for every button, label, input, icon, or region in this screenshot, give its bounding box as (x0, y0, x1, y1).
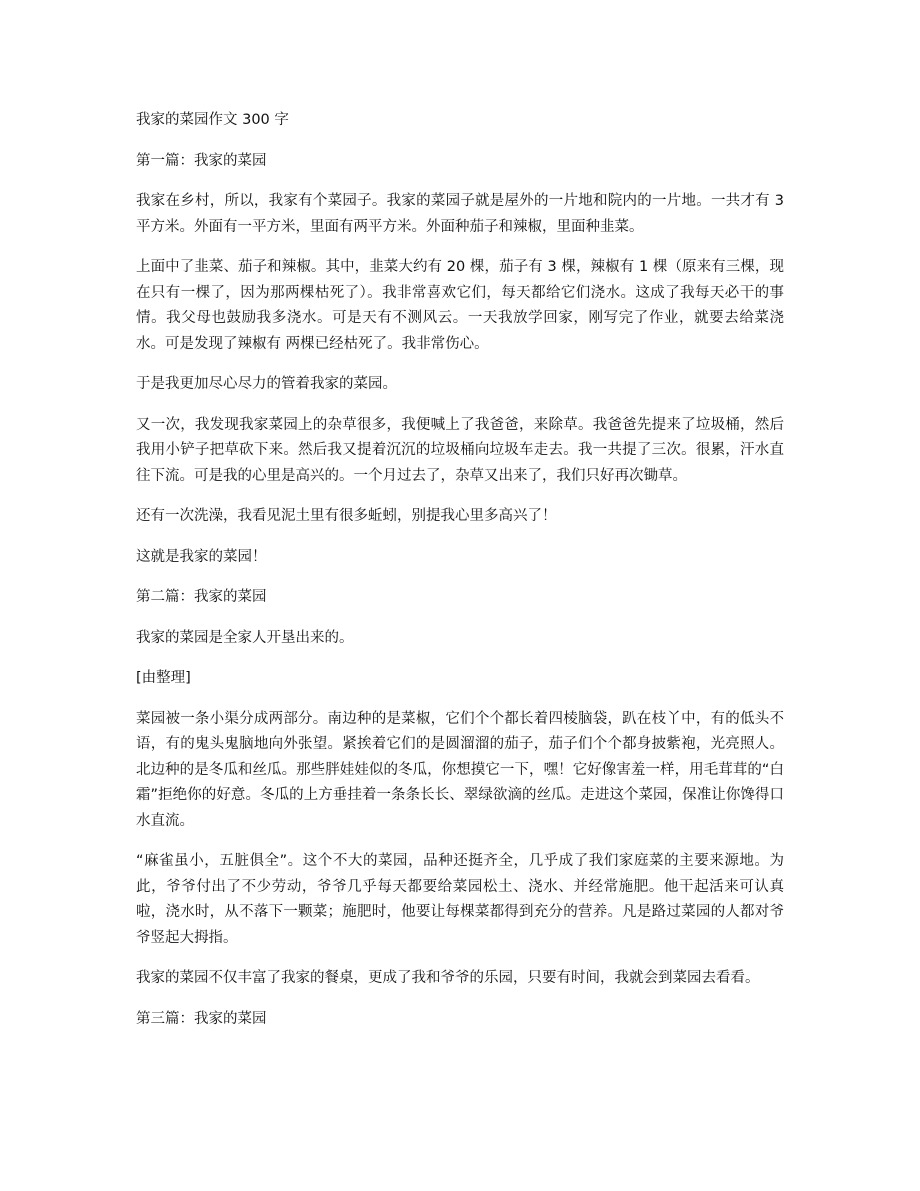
section-1-paragraph: 又一次，我发现我家菜园上的杂草很多，我便喊上了我爸爸，来除草。我爸爸先提来了垃圾桶，然后我用小铲子把草砍下来。然后我又提着沉沉的垃圾桶向垃圾车走去。我一共提了三次。很累，汗水直往下流。可是我的心里是高兴的。一个月过去了，杂草又出来了，我们只好再次锄草。 (136, 416, 784, 484)
section-2-paragraph: 我家的菜园是全家人开垦出来的。 (136, 629, 354, 646)
section-1-heading: 第一篇：我家的菜园 (136, 152, 267, 169)
section-2-paragraph: 菜园被一条小渠分成两部分。南边种的是菜椒，它们个个都长着四棱脑袋，趴在枝丫中，有的低头不语，有的鬼头鬼脑地向外张望。紧挨着它们的是圆溜溜的茄子，茄子们个个都身披紫袍，光亮照人。北边种的是冬瓜和丝瓜。那些胖娃娃似的冬瓜，你想摸它一下，嘿！它好像害羞一样，用毛茸茸的“白霜”拒绝你的好意。冬瓜的上方垂挂着一条条长长、翠绿欲滴的丝瓜。走进这个菜园，保准让你馋得口水直流。 (136, 710, 784, 829)
document-title: 我家的菜园作文 300 字 (136, 112, 289, 128)
section-1-paragraph: 我家在乡村，所以，我家有个菜园子。我家的菜园子就是屋外的一片地和院内的一片地。一共才有 3 平方米。外面有一平方米，里面有两平方米。外面种茄子和辣椒，里面种韭菜。 (136, 193, 784, 235)
section-1-paragraph: 于是我更加尽心尽力的管着我家的菜园。 (136, 376, 397, 392)
section-1-paragraph: 还有一次洗澡，我看见泥土里有很多蚯蚓，别提我心里多高兴了！ (136, 508, 557, 524)
section-2-paragraph: “麻雀虽小，五脏俱全”。这个不大的菜园，品种还挺齐全，几乎成了我们家庭菜的主要来源地。为此，爷爷付出了不少劳动，爷爷几乎每天都要给菜园松土、浇水、并经常施肥。他干起活来可认真啦，浇水时，从不落下一颗菜；施肥时，他要让每棵菜都得到充分的营养。凡是路过菜园的人都对爷爷竖起大拇指。 (136, 853, 784, 946)
section-3-heading: 第三篇：我家的菜园 (136, 1010, 267, 1027)
section-1-paragraph: 上面中了韭菜、茄子和辣椒。其中，韭菜大约有 20 棵，茄子有 3 棵，辣椒有 1 棵（原来有三棵，现在只有一棵了，因为那两棵枯死了）。我非常喜欢它们，每天都给它们浇水。这成了我每天必干的事情。我父母也鼓励我多浇水。可是天有不测风云。一天我放学回家，刚写完了作业，就要去给菜浇水。可是发现了辣椒有 两棵已经枯死了。我非常伤心。 (136, 259, 784, 352)
source-note: [由整理] (136, 670, 191, 686)
section-2-paragraph: 我家的菜园不仅丰富了我家的餐桌，更成了我和爷爷的乐园，只要有时间，我就会到菜园去看看。 (136, 970, 760, 986)
section-1-paragraph: 这就是我家的菜园！ (136, 548, 267, 565)
section-2-heading: 第二篇：我家的菜园 (136, 589, 267, 605)
document-page (136, 108, 784, 1047)
